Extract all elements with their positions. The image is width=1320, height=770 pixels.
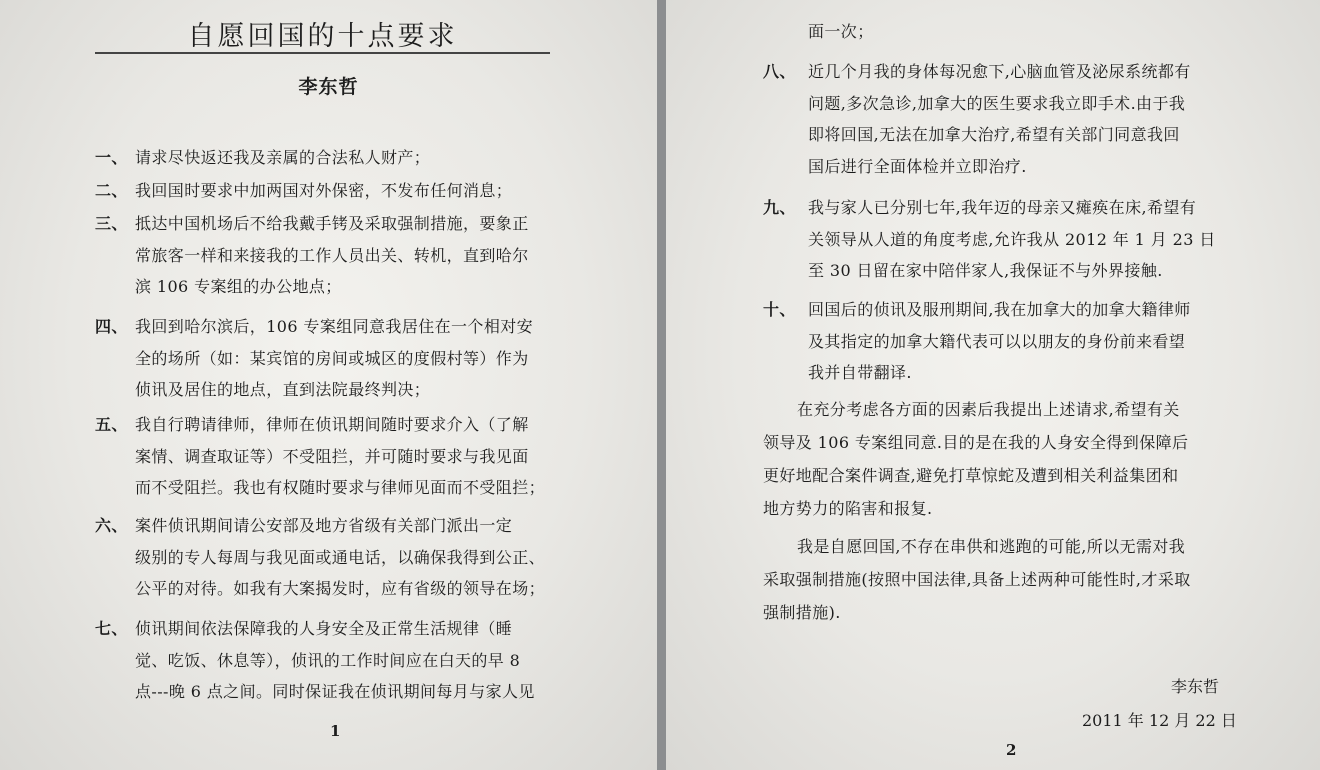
document-page-2: [666, 0, 1320, 770]
item-line: 国后进行全面体检并立即治疗.: [808, 156, 1027, 176]
paragraph-line: 地方势力的陷害和报复.: [763, 499, 933, 518]
signature-date: 2011 年 12 月 22 日: [1082, 711, 1237, 730]
item-line: 及其指定的加拿大籍代表可以以朋友的身份前来看望: [808, 331, 1186, 351]
item-line: 级别的专人每周与我见面或通电话，以确保我得到公正、: [135, 547, 546, 567]
item-line: 我回到哈尔滨后，106 专案组同意我居住在一个相对安: [135, 317, 534, 336]
item-line: 请求尽快返还我及亲属的合法私人财产；: [135, 148, 431, 167]
document-page-1: [0, 0, 657, 770]
item-line: 全的场所（如：某宾馆的房间或城区的度假村等）作为: [135, 348, 529, 368]
item-line: 关领导从人道的角度考虑,允许我从 2012 年 1 月 23 日: [808, 229, 1216, 249]
item-number: 八、: [763, 62, 796, 81]
item-line: 即将回国,无法在加拿大治疗,希望有关部门同意我回: [808, 125, 1180, 144]
paragraph-line: 我是自愿回国,不存在串供和逃跑的可能,所以无需对我: [797, 537, 1186, 556]
item-line: 侦讯期间依法保障我的人身安全及正常生活规律（睡: [135, 619, 513, 638]
item-number: 六、: [95, 516, 128, 535]
item-number: 四、: [95, 317, 128, 336]
item-line: 公平的对待。如我有大案揭发时，应有省级的领导在场；: [135, 579, 546, 598]
item-line: 我并自带翻译.: [808, 363, 912, 382]
item-line: 面一次；: [808, 22, 874, 41]
item-number: 十、: [763, 300, 796, 319]
paragraph-line: 领导及 106 专案组同意.目的是在我的人身安全得到保障后: [763, 433, 1189, 452]
item-line: 问题,多次急诊,加拿大的医生要求我立即手术.由于我: [808, 93, 1186, 113]
item-line: 觉、吃饭、休息等），侦讯的工作时间应在白天的早 8: [135, 650, 521, 670]
item-line: 我回国时要求中加两国对外保密，不发布任何消息；: [135, 181, 513, 200]
paragraph-line: 在充分考虑各方面的因素后我提出上述请求,希望有关: [797, 400, 1180, 419]
title-underline: [95, 52, 550, 54]
item-line: 抵达中国机场后不给我戴手铐及采取强制措施，要象正: [135, 214, 529, 233]
item-line: 常旅客一样和来接我的工作人员出关、转机，直到哈尔: [135, 245, 529, 265]
paragraph-line: 强制措施).: [763, 603, 841, 622]
document-title: 自愿回国的十点要求: [187, 21, 458, 52]
item-number: 一、: [95, 148, 128, 167]
signature-name: 李东哲: [1171, 677, 1220, 696]
item-number: 九、: [763, 198, 796, 217]
paragraph-line: 采取强制措施(按照中国法律,具备上述两种可能性时,才采取: [763, 570, 1191, 589]
item-line: 近几个月我的身体每况愈下,心脑血管及泌尿系统都有: [808, 62, 1191, 81]
item-number: 二、: [95, 181, 128, 200]
item-line: 点---晚 6 点之间。同时保证我在侦讯期间每月与家人见: [135, 682, 535, 701]
item-number: 三、: [95, 214, 128, 233]
item-line: 侦讯及居住的地点，直到法院最终判决；: [135, 380, 431, 399]
closing-paragraph-2: [763, 530, 1191, 629]
closing-paragraph-1: [763, 393, 1188, 525]
item-number: 七、: [95, 619, 128, 638]
page-number: 2: [1006, 741, 1017, 759]
item-line: 而不受阻拦。我也有权随时要求与律师见面而不受阻拦；: [135, 478, 546, 497]
item-line: 至 30 日留在家中陪伴家人,我保证不与外界接触.: [808, 261, 1163, 280]
author-name: 李东哲: [298, 76, 359, 98]
item-number: 五、: [95, 415, 128, 434]
continuation-line: [808, 16, 874, 48]
item-line: 回国后的侦讯及服刑期间,我在加拿大的加拿大籍律师: [808, 300, 1191, 319]
item-line: 我与家人已分别七年,我年迈的母亲又瘫痪在床,希望有: [808, 198, 1197, 217]
item-line: 案情、调查取证等）不受阻拦，并可随时要求与我见面: [135, 446, 529, 466]
page-number: 1: [330, 722, 341, 740]
item-line: 我自行聘请律师，律师在侦讯期间随时要求介入（了解: [135, 415, 529, 434]
paragraph-line: 更好地配合案件调查,避免打草惊蛇及遭到相关利益集团和: [763, 466, 1179, 485]
item-line: 滨 106 专案组的办公地点；: [135, 277, 342, 296]
item-line: 案件侦讯期间请公安部及地方省级有关部门派出一定: [135, 516, 513, 535]
